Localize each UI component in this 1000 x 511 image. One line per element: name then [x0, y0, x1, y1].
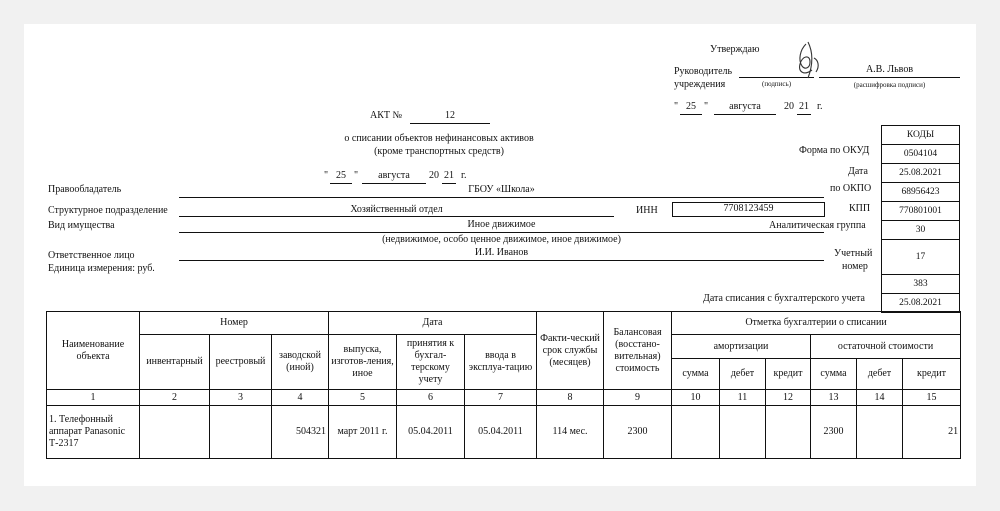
property-label: Вид имущества — [48, 220, 115, 231]
document-sheet — [24, 24, 976, 486]
h-res-debit: дебет — [857, 359, 903, 390]
act-date-month: августа — [378, 170, 410, 181]
date-label: Дата — [848, 166, 868, 177]
row-am-credit — [766, 406, 811, 459]
h-name: Наименование объекта — [47, 312, 140, 390]
row-commission: 05.04.2011 — [465, 406, 537, 459]
inn-label: ИНН — [636, 205, 658, 216]
kpp-label: КПП — [849, 203, 871, 214]
row-inventory — [140, 406, 210, 459]
approval-year-suffix: г. — [817, 101, 823, 112]
h-res-sum: сумма — [811, 359, 857, 390]
table-row — [47, 406, 961, 459]
col-number: 1 — [47, 390, 140, 406]
act-title: АКТ № — [370, 110, 403, 121]
row-res-debit — [857, 406, 903, 459]
act-quote-open: " — [324, 170, 329, 181]
col-number: 9 — [604, 390, 672, 406]
approval-date-month: августа — [729, 101, 761, 112]
row-term: 114 мес. — [537, 406, 604, 459]
date-value: 25.08.2021 — [882, 164, 960, 183]
h-commission: ввода в эксплуа-тацию — [465, 335, 537, 390]
property-value: Иное движимое — [467, 219, 536, 230]
h-inventory: инвентарный — [140, 335, 210, 390]
row-factory: 504321 — [272, 406, 329, 459]
approval-date-year: 21 — [799, 101, 809, 112]
col-number: 10 — [672, 390, 720, 406]
h-amort: амортизации — [672, 335, 811, 359]
property-hint: (недвижимое, особо ценное движимое, иное движимое) — [382, 234, 621, 245]
h-term: Факти-ческий срок службы (месяцев) — [537, 312, 604, 390]
okpo-value: 68956423 — [882, 183, 960, 202]
act-date-day: 25 — [336, 170, 346, 181]
codes-header: КОДЫ — [882, 126, 960, 145]
h-residual: остаточной стоимости — [811, 335, 961, 359]
row-release: март 2011 г. — [329, 406, 397, 459]
h-res-credit: кредит — [903, 359, 961, 390]
okud-label: Форма по ОКУД — [799, 145, 870, 156]
row-am-debit — [720, 406, 766, 459]
row-name: 1. Телефонный аппарат Panasonic Т-2317 — [47, 406, 140, 459]
col-number: 13 — [811, 390, 857, 406]
h-date: Дата — [329, 312, 537, 335]
row-am-sum — [672, 406, 720, 459]
h-mark: Отметка бухгалтерии о списании — [672, 312, 961, 335]
approval-quote-close: " — [704, 101, 709, 112]
approval-quote-open: " — [674, 101, 679, 112]
act-year-suffix: г. — [461, 170, 467, 181]
codes-table — [881, 125, 960, 313]
signature-caption: (подпись) — [762, 80, 792, 88]
col-number: 7 — [465, 390, 537, 406]
account-label-1: Учетный — [834, 248, 873, 259]
h-accept: принятия к бухгал-терскому учету — [397, 335, 465, 390]
responsible-label: Ответственное лицо — [48, 250, 135, 261]
col-number: 15 — [903, 390, 961, 406]
analytic-value: 30 — [882, 221, 960, 240]
account-value: 17 — [882, 240, 960, 275]
act-date-year: 21 — [444, 170, 454, 181]
okud-value: 0504104 — [882, 145, 960, 164]
name-caption: (расшифровка подписи) — [853, 81, 926, 89]
owner-value: ГБОУ «Школа» — [468, 184, 535, 195]
approve-label: Утверждаю — [710, 44, 760, 55]
col-number: 2 — [140, 390, 210, 406]
col-number: 6 — [397, 390, 465, 406]
inn-value: 7708123459 — [723, 203, 774, 214]
division-label: Структурное подразделение — [48, 205, 168, 216]
act-subtitle: о списании объектов нефинансовых активов — [344, 133, 534, 144]
col-number: 12 — [766, 390, 811, 406]
row-res-sum: 2300 — [811, 406, 857, 459]
h-number: Номер — [140, 312, 329, 335]
analytic-label: Аналитическая группа — [769, 220, 866, 231]
col-number: 14 — [857, 390, 903, 406]
account-label-2: номер — [842, 261, 868, 272]
okpo-label: по ОКПО — [830, 183, 872, 194]
approval-year-prefix: 20 — [784, 101, 794, 112]
row-accept: 05.04.2011 — [397, 406, 465, 459]
owner-label: Правообладатель — [48, 184, 122, 195]
responsible-value: И.И. Иванов — [474, 247, 529, 258]
approval-date-day: 25 — [686, 101, 696, 112]
assets-table — [46, 311, 961, 459]
col-number: 11 — [720, 390, 766, 406]
h-balance: Балансовая (восстано-вительная) стоимость — [604, 312, 672, 390]
row-balance: 2300 — [604, 406, 672, 459]
h-factory: заводской (иной) — [272, 335, 329, 390]
writeoff-label: Дата списания с бухгалтерского учета — [703, 293, 865, 304]
unit-label: Единица измерения: руб. — [48, 263, 155, 274]
h-release: выпуска, изготов-ления, иное — [329, 335, 397, 390]
kpp-value: 770801001 — [882, 202, 960, 221]
h-am-debit: дебет — [720, 359, 766, 390]
head-label-1: Руководитель — [674, 66, 733, 77]
row-res-credit: 21 — [903, 406, 961, 459]
col-number: 4 — [272, 390, 329, 406]
h-am-credit: кредит — [766, 359, 811, 390]
approver-name: А.В. Львов — [865, 64, 914, 75]
act-subtitle-2: (кроме транспортных средств) — [374, 146, 504, 157]
act-quote-close: " — [354, 170, 359, 181]
writeoff-value: 25.08.2021 — [882, 294, 960, 313]
h-am-sum: сумма — [672, 359, 720, 390]
act-year-prefix: 20 — [429, 170, 439, 181]
head-label-2: учреждения — [674, 79, 726, 90]
col-number: 8 — [537, 390, 604, 406]
act-number: 12 — [445, 110, 455, 121]
division-value: Хозяйственный отдел — [350, 204, 443, 215]
extra-value: 383 — [882, 275, 960, 294]
h-register: реестровый — [210, 335, 272, 390]
col-number: 5 — [329, 390, 397, 406]
row-register — [210, 406, 272, 459]
col-number: 3 — [210, 390, 272, 406]
